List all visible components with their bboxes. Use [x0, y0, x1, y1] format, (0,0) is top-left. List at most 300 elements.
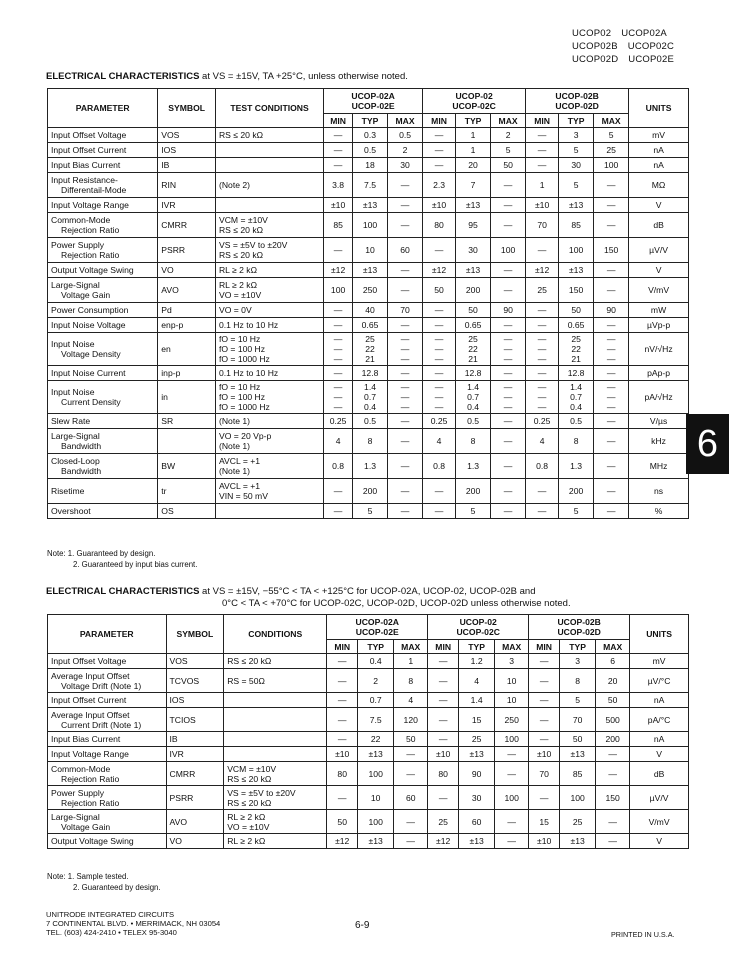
cell-line: — — [537, 506, 547, 516]
value-cell — [559, 504, 594, 519]
units-cell: nA — [629, 143, 689, 158]
cell-line: — — [537, 402, 547, 412]
value-cell — [358, 669, 394, 693]
cell-line: 100 — [504, 792, 519, 803]
conditions-cell — [215, 158, 323, 173]
cell-line: Input Voltage Range — [51, 200, 129, 210]
conditions-cell — [215, 414, 323, 429]
cell-line: — — [337, 656, 347, 666]
value-cell — [423, 366, 456, 381]
value-cell — [594, 479, 629, 504]
cell-line: VO = ±10V — [218, 290, 262, 300]
cell-line: — — [503, 200, 513, 210]
cell-line: (Note 1) — [218, 416, 251, 426]
units-cell: dB — [629, 213, 689, 238]
cell-line: 10 — [506, 695, 517, 705]
value-cell — [456, 429, 491, 454]
table-row — [48, 693, 689, 708]
parameter-cell — [48, 834, 167, 849]
cell-line: — — [333, 245, 343, 255]
cell-line: 1.4 — [364, 382, 376, 392]
value-cell — [459, 834, 495, 849]
value-cell — [423, 454, 456, 479]
cell-line: 85 — [572, 768, 583, 779]
value-cell — [491, 213, 526, 238]
cell-line: Average Input Offset — [51, 709, 130, 720]
cell-line: 50 — [503, 160, 513, 170]
cell-line: 100 — [368, 768, 383, 779]
value-cell — [456, 414, 491, 429]
cell-line: — — [400, 334, 410, 344]
parameter-cell — [48, 263, 158, 278]
cell-line: 0.7 — [467, 392, 480, 402]
value-cell — [456, 333, 491, 366]
table-row — [48, 333, 689, 366]
cell-line: 22 — [370, 734, 381, 744]
value-cell — [388, 303, 423, 318]
cell-line: — — [406, 768, 416, 779]
cell-line: — — [400, 368, 410, 378]
cell-line: 80 — [337, 768, 347, 779]
cell-line: Bandwidth — [61, 466, 102, 476]
conditions-cell — [224, 654, 327, 669]
cell-line: 8 — [367, 436, 373, 446]
value-cell — [526, 198, 559, 213]
cell-line: 8 — [573, 436, 579, 446]
value-cell — [353, 198, 388, 213]
value-cell — [353, 333, 388, 366]
value-cell — [324, 198, 353, 213]
value-cell — [353, 318, 388, 333]
cell-line: 0.65 — [567, 320, 585, 330]
cell-line: 4 — [436, 436, 442, 446]
value-cell — [594, 213, 629, 238]
value-cell — [495, 762, 529, 786]
symbol-cell: AVO — [166, 810, 224, 834]
value-cell — [353, 238, 388, 263]
value-cell — [596, 762, 630, 786]
symbol-cell: Pd — [158, 303, 216, 318]
cell-line: UCOP-02C — [452, 101, 496, 111]
cell-line: ±13 — [368, 749, 383, 759]
cell-line: 1 — [408, 656, 414, 666]
cell-line: 1.4 — [570, 382, 583, 392]
parameter-cell — [48, 479, 158, 504]
cell-line: ±10 — [537, 836, 552, 846]
cell-line: UCOP-02D — [557, 627, 601, 637]
value-cell — [526, 479, 559, 504]
cell-line: RL ≥ 2 kΩ — [227, 836, 266, 846]
value-cell — [324, 414, 353, 429]
conditions-cell — [215, 128, 323, 143]
cell-line: 15 — [471, 714, 482, 725]
cell-line: 5 — [575, 695, 581, 705]
cell-line: 90 — [471, 768, 482, 779]
cell-line: 90 — [503, 305, 513, 315]
cell-line: — — [537, 145, 547, 155]
parameter-cell — [48, 414, 158, 429]
cell-line: — — [333, 334, 343, 344]
cell-line: — — [606, 200, 616, 210]
conditions-cell — [215, 479, 323, 504]
cell-line: ±13 — [362, 265, 378, 275]
value-cell — [491, 366, 526, 381]
cell-line: fO = 10 Hz — [218, 382, 261, 392]
cell-line: ±13 — [568, 265, 584, 275]
table-row — [48, 381, 689, 414]
cell-line: RS ≤ 20 kΩ — [227, 773, 272, 784]
value-cell — [560, 810, 596, 834]
conditions-cell — [215, 318, 323, 333]
cell-line: — — [503, 368, 513, 378]
cell-line: — — [400, 436, 410, 446]
cell-line: 3.8 — [332, 180, 345, 190]
cell-line: Overshoot — [51, 506, 91, 516]
cell-line: 21 — [468, 354, 478, 364]
value-cell — [596, 693, 630, 708]
symbol-cell — [158, 429, 216, 454]
header-min: MIN — [428, 640, 459, 654]
value-cell — [529, 810, 560, 834]
value-cell — [327, 834, 358, 849]
parameter-cell — [48, 143, 158, 158]
value-cell — [526, 504, 559, 519]
value-cell — [324, 318, 353, 333]
value-cell — [428, 669, 459, 693]
value-cell — [353, 366, 388, 381]
cell-line: — — [503, 354, 513, 364]
value-cell — [394, 810, 428, 834]
cell-line: — — [406, 749, 416, 759]
cell-line: — — [537, 392, 547, 402]
cell-line: — — [539, 695, 549, 705]
value-cell — [428, 693, 459, 708]
header-min: MIN — [327, 640, 358, 654]
cell-line: — — [606, 506, 616, 516]
cell-line: UCOP-02B — [555, 91, 599, 101]
cell-line: 12.8 — [361, 368, 379, 378]
cell-line: — — [438, 656, 448, 666]
header-typ: TYP — [459, 640, 495, 654]
header-max: MAX — [596, 640, 630, 654]
value-cell — [495, 669, 529, 693]
value-cell — [456, 173, 491, 198]
value-cell — [428, 747, 459, 762]
cell-line: ±10 — [431, 200, 447, 210]
cell-line: — — [406, 836, 416, 846]
cell-line: — — [503, 506, 513, 516]
value-cell — [459, 654, 495, 669]
cell-line: — — [537, 354, 547, 364]
value-cell — [596, 810, 630, 834]
cell-line: — — [606, 416, 616, 426]
cell-line: — — [503, 334, 513, 344]
value-cell — [388, 504, 423, 519]
cell-line: 4 — [335, 436, 341, 446]
value-cell — [459, 732, 495, 747]
value-cell — [388, 429, 423, 454]
header-device-group — [529, 615, 630, 640]
cell-line: Rejection Ratio — [61, 225, 120, 235]
units-cell: V — [629, 263, 689, 278]
value-cell — [324, 173, 353, 198]
cell-line: 500 — [605, 714, 620, 725]
value-cell — [327, 732, 358, 747]
value-cell — [456, 504, 491, 519]
symbol-cell: tr — [158, 479, 216, 504]
symbol-cell: IVR — [158, 198, 216, 213]
cell-line: — — [333, 130, 343, 140]
cell-line: UCOP-02D — [555, 101, 599, 111]
cell-line: 0.7 — [369, 695, 382, 705]
cell-line: 0.25 — [533, 416, 551, 426]
value-cell — [596, 654, 630, 669]
cell-line: — — [406, 816, 416, 827]
units-cell: mW — [629, 303, 689, 318]
conditions-cell — [215, 454, 323, 479]
symbol-cell: TCIOS — [166, 708, 224, 732]
cell-line: — — [434, 368, 444, 378]
value-cell — [596, 834, 630, 849]
header-max: MAX — [394, 640, 428, 654]
table-row — [48, 173, 689, 198]
value-cell — [353, 504, 388, 519]
parameter-cell — [48, 158, 158, 173]
header-row — [48, 615, 689, 640]
cell-line: (Note 1) — [218, 441, 251, 451]
part-number: UCOP02 — [572, 28, 612, 39]
cell-line: — — [503, 436, 513, 446]
value-cell — [491, 504, 526, 519]
value-cell — [456, 143, 491, 158]
value-cell — [594, 173, 629, 198]
value-cell — [353, 414, 388, 429]
conditions-cell — [215, 238, 323, 263]
table-row — [48, 454, 689, 479]
cell-line: — — [434, 382, 444, 392]
table-row — [48, 143, 689, 158]
value-cell — [388, 318, 423, 333]
cell-line: — — [503, 220, 513, 230]
value-cell — [594, 381, 629, 414]
parameter-cell — [48, 381, 158, 414]
cell-line: 3 — [509, 656, 515, 666]
value-cell — [353, 263, 388, 278]
value-cell — [327, 669, 358, 693]
cell-line: ±12 — [431, 265, 447, 275]
cell-line: ±10 — [436, 749, 451, 759]
value-cell — [491, 479, 526, 504]
value-cell — [456, 198, 491, 213]
parameter-cell — [48, 333, 158, 366]
cell-line: ±10 — [537, 749, 552, 759]
units-cell: pA/°C — [630, 708, 689, 732]
value-cell — [526, 238, 559, 263]
cell-line: — — [537, 344, 547, 354]
table-row — [48, 128, 689, 143]
cell-line: 30 — [468, 245, 478, 255]
value-cell — [529, 747, 560, 762]
cell-line: — — [503, 320, 513, 330]
cell-line: Common-Mode — [51, 763, 111, 774]
header-max: MAX — [388, 114, 423, 128]
value-cell — [358, 786, 394, 810]
value-cell — [428, 762, 459, 786]
cell-line: — — [606, 368, 616, 378]
cell-line: 25 — [468, 334, 478, 344]
parameter-cell — [48, 693, 167, 708]
cell-line: — — [333, 145, 343, 155]
cell-line: UCOP-02E — [355, 627, 399, 637]
value-cell — [327, 786, 358, 810]
cell-line: — — [333, 402, 343, 412]
value-cell — [388, 454, 423, 479]
cell-line: — — [537, 160, 547, 170]
cell-line: 100 — [362, 220, 378, 230]
symbol-cell: inp-p — [158, 366, 216, 381]
cell-line: UCOP-02 — [459, 617, 497, 627]
value-cell — [495, 834, 529, 849]
cell-line: ±10 — [534, 200, 550, 210]
value-cell — [353, 381, 388, 414]
cell-line: 100 — [570, 792, 585, 803]
table-row — [48, 786, 689, 810]
value-cell — [526, 158, 559, 173]
parameter-cell — [48, 213, 158, 238]
cell-line: — — [400, 402, 410, 412]
value-cell — [353, 454, 388, 479]
cell-line: — — [606, 334, 616, 344]
table-row — [48, 366, 689, 381]
conditions-cell — [215, 263, 323, 278]
symbol-cell: PSRR — [158, 238, 216, 263]
value-cell — [559, 318, 594, 333]
value-cell — [559, 263, 594, 278]
cell-line: Closed-Loop — [51, 456, 100, 466]
value-cell — [394, 786, 428, 810]
value-cell — [428, 732, 459, 747]
header-max: MAX — [594, 114, 629, 128]
electrical-characteristics-table-full-temp — [47, 614, 689, 849]
cell-line: — — [333, 344, 343, 354]
value-cell — [388, 366, 423, 381]
value-cell — [559, 429, 594, 454]
cell-line: 0.25 — [430, 416, 448, 426]
parameter-cell — [48, 303, 158, 318]
symbol-cell: VO — [166, 834, 224, 849]
value-cell — [526, 143, 559, 158]
cell-line: Input Offset Voltage — [51, 130, 127, 140]
cell-line: 2 — [505, 130, 511, 140]
cell-line: — — [606, 354, 616, 364]
value-cell — [423, 198, 456, 213]
value-cell — [456, 381, 491, 414]
cell-line: 25 — [537, 285, 547, 295]
value-cell — [423, 303, 456, 318]
symbol-cell: IOS — [166, 693, 224, 708]
cell-line: 8 — [408, 675, 414, 686]
parameter-cell — [48, 786, 167, 810]
cell-line: RS ≤ 20 kΩ — [218, 250, 264, 260]
cell-line: — — [434, 245, 444, 255]
value-cell — [526, 381, 559, 414]
units-cell: V/µs — [629, 414, 689, 429]
value-cell — [491, 333, 526, 366]
cell-line: RS ≤ 20 kΩ — [218, 130, 264, 140]
cell-line: — — [400, 416, 410, 426]
cell-line: Input Resistance- — [51, 175, 118, 185]
cell-line: UCOP-02 — [455, 91, 493, 101]
header-min: MIN — [423, 114, 456, 128]
cell-line: — — [434, 320, 444, 330]
table-row — [48, 198, 689, 213]
cell-line: 12.8 — [567, 368, 585, 378]
cell-line: AVCL = +1 — [218, 481, 261, 491]
cell-line: ±13 — [368, 836, 383, 846]
value-cell — [594, 278, 629, 303]
value-cell — [394, 669, 428, 693]
value-cell — [353, 479, 388, 504]
value-cell — [526, 303, 559, 318]
value-cell — [594, 366, 629, 381]
cell-line: — — [537, 382, 547, 392]
part-number: UCOP02D — [572, 54, 619, 65]
conditions-cell — [224, 669, 327, 693]
value-cell — [459, 747, 495, 762]
cell-line: 1.2 — [470, 656, 483, 666]
value-cell — [324, 504, 353, 519]
cell-line: — — [333, 354, 343, 364]
part-number: UCOP02B — [572, 41, 618, 52]
cell-line: 22 — [365, 344, 375, 354]
value-cell — [594, 454, 629, 479]
table-row — [48, 303, 689, 318]
cell-line: UCOP-02A — [351, 91, 395, 101]
cell-line: 200 — [568, 486, 584, 496]
cell-line: 0.25 — [329, 416, 347, 426]
cell-line: — — [608, 749, 617, 759]
cell-line: 22 — [571, 344, 581, 354]
cell-line: — — [539, 714, 549, 725]
cell-line: 3 — [575, 656, 581, 666]
cell-line: Rejection Ratio — [61, 773, 120, 784]
cell-line: Differentail-Mode — [61, 185, 127, 195]
value-cell — [324, 381, 353, 414]
value-cell — [596, 708, 630, 732]
cell-line: fO = 1000 Hz — [218, 402, 270, 412]
value-cell — [491, 278, 526, 303]
cell-line: Input Offset Current — [51, 695, 127, 705]
units-cell: pA/√Hz — [629, 381, 689, 414]
cell-line: 60 — [471, 816, 482, 827]
table-row — [48, 429, 689, 454]
parameter-cell — [48, 708, 167, 732]
value-cell — [324, 429, 353, 454]
value-cell — [560, 708, 596, 732]
cell-line: Input Offset Current — [51, 145, 127, 155]
cell-line: 50 — [337, 816, 347, 827]
value-cell — [423, 128, 456, 143]
value-cell — [596, 732, 630, 747]
header-symbol: SYMBOL — [158, 89, 216, 128]
cell-line: 4 — [474, 675, 480, 686]
table-row — [48, 762, 689, 786]
cell-line: fO = 10 Hz — [218, 334, 261, 344]
cell-line: Average Input Offset — [51, 670, 130, 681]
cell-line: RL ≥ 2 kΩ — [218, 280, 258, 290]
cell-line: — — [434, 506, 444, 516]
header-parameter: PARAMETER — [48, 615, 167, 654]
